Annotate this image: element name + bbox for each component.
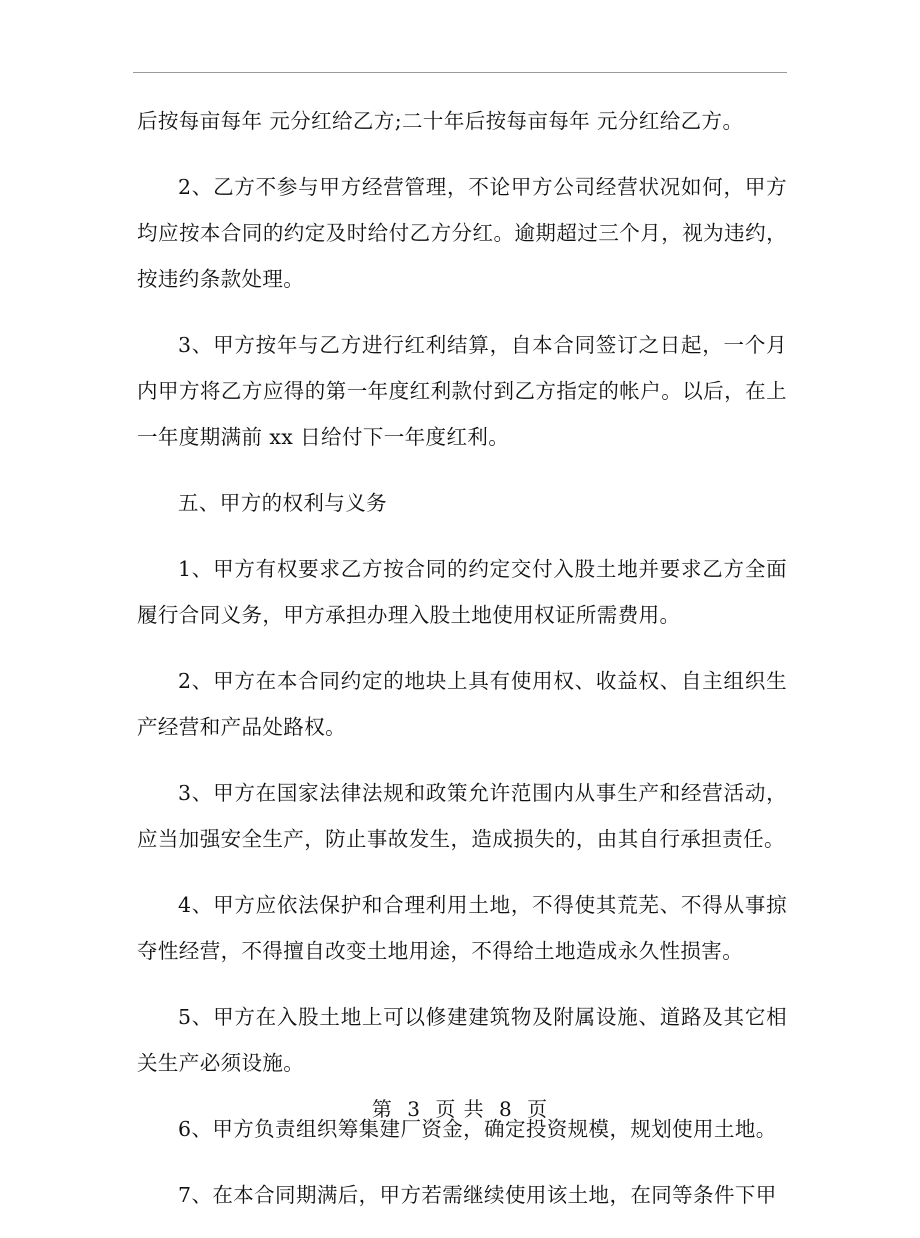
document-body (137, 98, 787, 1238)
paragraph-party-a-7: 7、在本合同期满后，甲方若需继续使用该土地，在同等条件下甲 (178, 1183, 777, 1207)
header-rule (133, 72, 787, 73)
current-page-number: 3 (407, 1097, 421, 1121)
page-footer (0, 1093, 920, 1122)
paragraph-party-a-3: 3、甲方在国家法律法规和政策允许范围内从事生产和经营活动，应当加强安全生产，防止事故发生，造成损失的，由其自行承担责任。 (137, 781, 787, 851)
footer-prefix: 第 (371, 1097, 393, 1121)
paragraph-continuation: 后按每亩每年 元分红给乙方;二十年后按每亩每年 元分红给乙方。 (137, 109, 744, 133)
paragraph-clause-3: 3、甲方按年与乙方进行红利结算，自本合同签订之日起，一个月内甲方将乙方应得的第一年度红利款付到乙方指定的帐户。以后，在上一年度期满前 xx 日给付下一年度红利。 (137, 333, 787, 449)
section-heading-5: 五、甲方的权利与义务 (178, 491, 387, 515)
paragraph-party-a-2: 2、甲方在本合同约定的地块上具有使用权、收益权、自主组织生产经营和产品处路权。 (137, 669, 787, 739)
footer-suffix: 页 (527, 1097, 549, 1121)
total-page-number: 8 (499, 1097, 513, 1121)
paragraph-party-a-5: 5、甲方在入股土地上可以修建建筑物及附属设施、道路及其它相关生产必须设施。 (137, 1005, 787, 1075)
paragraph-party-a-1: 1、甲方有权要求乙方按合同的约定交付入股土地并要求乙方全面履行合同义务，甲方承担办理入股土地使用权证所需费用。 (137, 557, 787, 627)
paragraph-party-a-6: 6、甲方负责组织筹集建厂资金，确定投资规模，规划使用土地。 (178, 1117, 777, 1141)
paragraph-party-a-4: 4、甲方应依法保护和合理利用土地，不得使其荒芜、不得从事掠夺性经营，不得擅自改变土地用途，不得给土地造成永久性损害。 (137, 893, 787, 963)
footer-middle: 页 共 (435, 1097, 485, 1121)
paragraph-clause-2: 2、乙方不参与甲方经营管理，不论甲方公司经营状况如何，甲方均应按本合同的约定及时给付乙方分红。逾期超过三个月，视为违约，按违约条款处理。 (137, 175, 787, 291)
